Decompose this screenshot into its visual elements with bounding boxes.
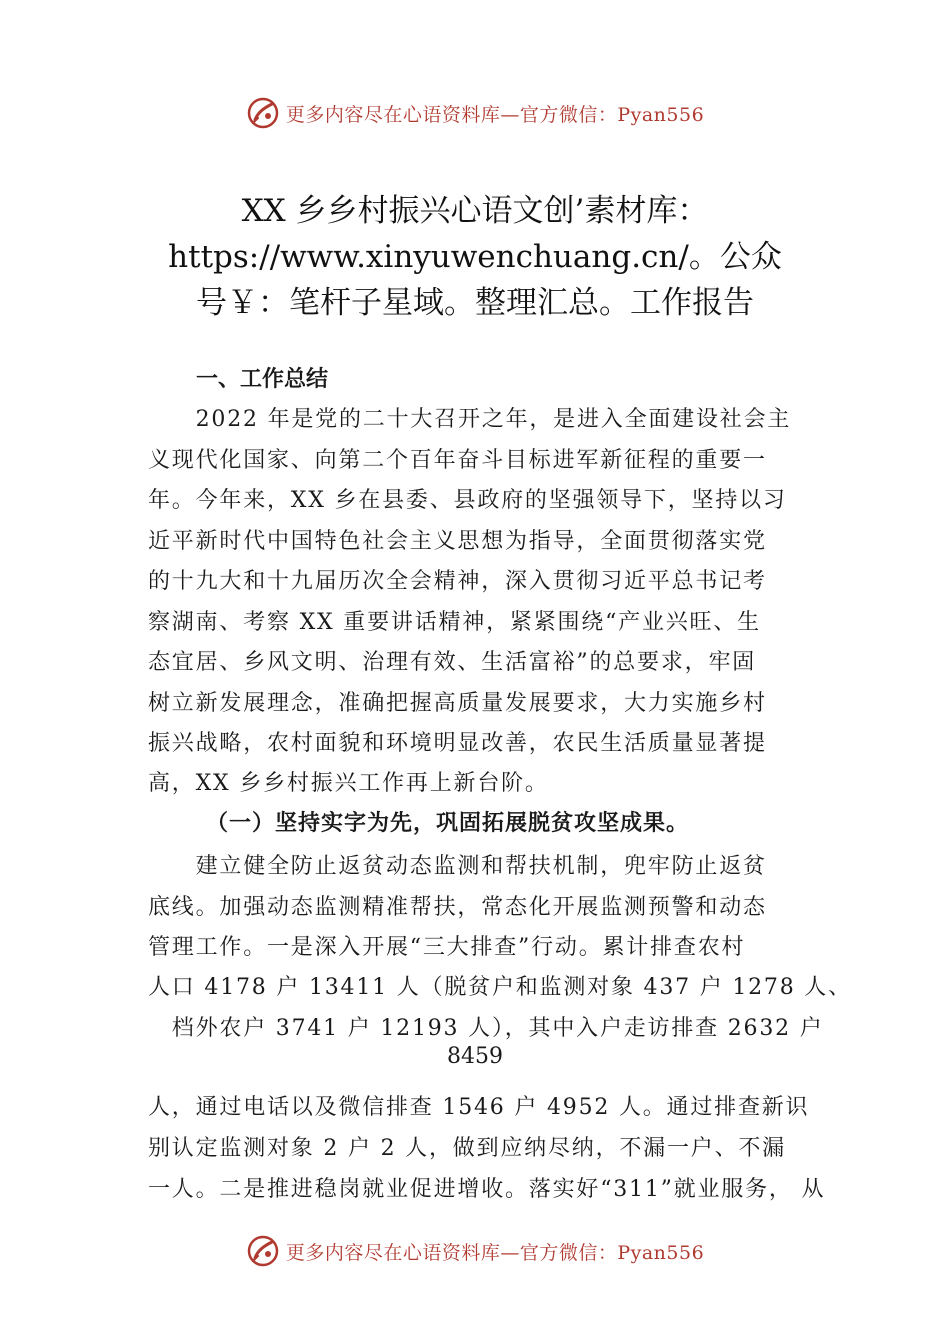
title-line: XX 乡乡村振兴心语文创’素材库：: [241, 193, 709, 229]
paragraph-line: 近平新时代中国特色社会主义思想为指导，全面贯彻落实党: [148, 529, 767, 554]
document-title: [140, 188, 810, 326]
paragraph-line: 别认定监测对象 2 户 2 人，做到应纳尽纳，不漏一户、不漏: [148, 1136, 786, 1161]
paragraph-line: 建立健全防止返贫动态监测和帮扶机制，兜牢防止返贫: [148, 854, 767, 879]
paragraph-line: 树立新发展理念，准确把握高质量发展要求，大力实施乡村: [148, 691, 767, 716]
paragraph-line: 年。今年来，XX 乡在县委、县政府的坚强领导下，坚持以习: [148, 488, 787, 513]
paragraph-line: 态宜居、乡风文明、治理有效、生活富裕”的总要求，牢固: [148, 650, 757, 675]
section-heading: 一、工作总结: [196, 367, 329, 392]
paragraph-line: 2022 年是党的二十大召开之年，是进入全面建设社会主: [148, 407, 792, 432]
title-line: https://www.xinyuwenchuang.cn/。公众: [168, 239, 782, 275]
brush-logo-icon: [246, 96, 280, 130]
paragraph-line: 管理工作。一是深入开展“三大排查”行动。累计排查农村: [148, 935, 746, 960]
paragraph-line: 底线。加强动态监测精准帮扶，常态化开展监测预警和动态: [148, 895, 767, 920]
paragraph-line: 档外农户 3741 户 12193 人），其中入户走访排查 2632 户: [148, 1016, 824, 1041]
centered-number: 8459: [447, 1044, 503, 1069]
paragraph-line: 的十九大和十九届历次全会精神，深入贯彻习近平总书记考: [148, 569, 767, 594]
title-line: 号￥：笔杆子星域。整理汇总。工作报告: [196, 285, 754, 321]
subsection-heading: （一）坚持实字为先，巩固拓展脱贫攻坚成果。: [206, 810, 690, 836]
watermark-footer: [0, 1234, 950, 1268]
paragraph-line: 人口 4178 户 13411 人（脱贫户和监测对象 437 户 1278 人、: [148, 975, 852, 1000]
paragraph-line: 高，XX 乡乡村振兴工作再上新台阶。: [148, 771, 549, 796]
paragraph-line: 一人。二是推进稳岗就业促进增收。落实好“311”就业服务， 从: [148, 1177, 826, 1202]
watermark-text: 更多内容尽在心语资料库—官方微信：Pyan556: [285, 103, 705, 126]
paragraph-line: 人，通过电话以及微信排查 1546 户 4952 人。通过排查新识: [148, 1095, 810, 1120]
brush-logo-icon: [246, 1234, 280, 1268]
paragraph-line: 察湖南、考察 XX 重要讲话精神，紧紧围绕“产业兴旺、生: [148, 610, 761, 635]
watermark-header: [0, 96, 950, 130]
watermark-text: 更多内容尽在心语资料库—官方微信：Pyan556: [285, 1241, 705, 1264]
paragraph-line: 义现代化国家、向第二个百年奋斗目标进军新征程的重要一: [148, 448, 767, 473]
paragraph-line: 振兴战略，农村面貌和环境明显改善，农民生活质量显著提: [148, 731, 767, 756]
